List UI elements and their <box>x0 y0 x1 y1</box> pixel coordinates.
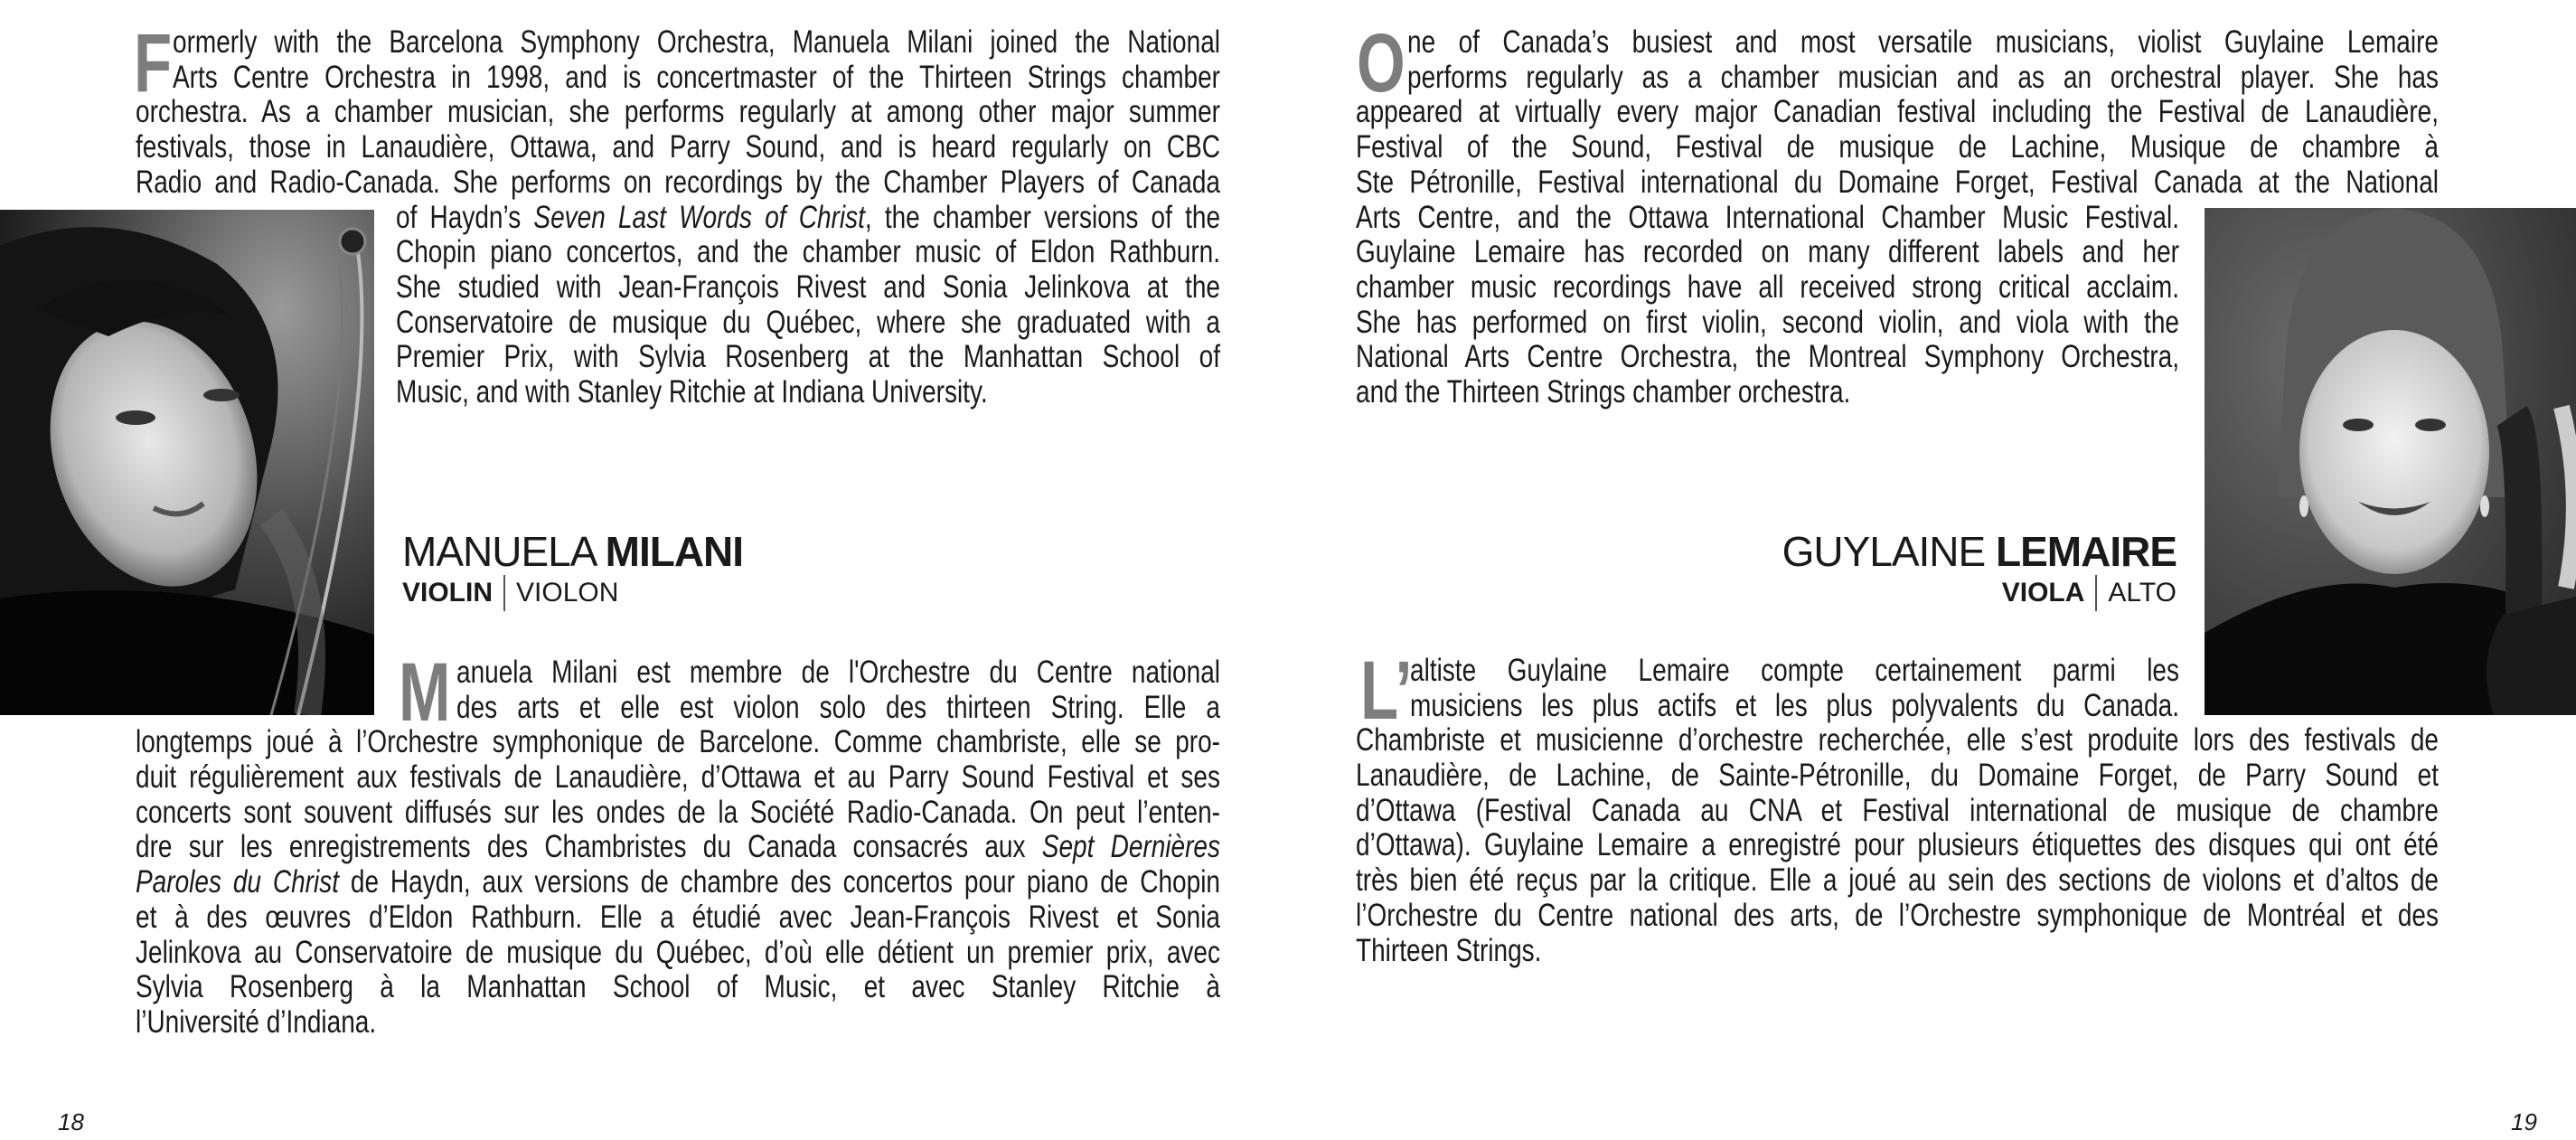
text-line-content: National Arts Centre Orchestra, the Montreal Symphony Orchestra, <box>1356 339 2179 375</box>
text-line-content: ormerly with the Barcelona Symphony Orchestra, Manuela Milani joined the National <box>173 24 1220 60</box>
text-line-content: Sylvia Rosenberg à la Manhattan School of Music, et avec Stanley Ritchie à <box>136 969 1220 1005</box>
text-line-content: Music, and with Stanley Ritchie at Indiana University. <box>396 373 988 410</box>
text-line-content: anuela Milani est membre de l'Orchestre du Centre national <box>456 655 1220 690</box>
artist-first-name: MANUELA <box>402 528 595 575</box>
text-line <box>173 61 1220 96</box>
instrument-french: VIOLON <box>516 578 619 608</box>
text-line-content <box>136 830 1220 865</box>
italic-title: Seven Last Words of Christ <box>533 199 865 235</box>
divider <box>503 575 505 611</box>
text-line <box>136 95 1220 130</box>
portrait-photo-manuela-milani <box>0 210 374 715</box>
text-line-content: appeared at virtually every major Canadian festival including the Festival de Lanaudière, <box>1356 94 2439 130</box>
text-line-content: altiste Guylaine Lemaire compte certainement parmi les <box>1410 653 2179 688</box>
text-line <box>1356 899 2439 934</box>
page-number: 18 <box>58 1108 84 1135</box>
text-line-content: Arts Centre, and the Ottawa International Chamber Music Festival. <box>1356 199 2179 235</box>
text-line-content: Chambriste et musicienne d’orchestre recherchée, elle s’est produite lors des festivals de <box>1356 722 2439 758</box>
text-line <box>1356 375 2179 410</box>
text-line <box>136 725 1220 760</box>
bio-french-lines <box>136 725 1220 1040</box>
bio-english-lines <box>136 95 1220 200</box>
text-line <box>136 830 1220 865</box>
text-line <box>396 201 1220 236</box>
portrait-photo-guylaine-lemaire <box>2205 208 2576 715</box>
text-line <box>396 235 1220 270</box>
instrument-french: ALTO <box>2108 578 2176 608</box>
bio-english-lines <box>1356 95 2439 200</box>
text-line <box>1356 934 2439 969</box>
text-line <box>1356 165 2439 201</box>
text-line-content: l’Université d’Indiana. <box>136 1003 377 1040</box>
text-line-content: et à des œuvres d’Eldon Rathburn. Elle a étudié avec Jean-François Rivest et Sonia <box>136 899 1220 935</box>
text-line <box>456 655 1220 691</box>
text-line-content: concerts sont souvent diffusés sur les ondes de la Société Radio-Canada. On peut l’enten- <box>136 794 1220 830</box>
text-segment: of Haydn’s <box>396 199 534 235</box>
text-line-content: longtemps joué à l’Orchestre symphonique de Barcelone. Comme chambriste, elle se pro- <box>136 724 1220 760</box>
text-line <box>136 1005 1220 1041</box>
text-line-content <box>136 865 1220 900</box>
italic-title: Paroles du Christ <box>136 864 339 900</box>
drop-cap: L’ <box>1360 645 1413 737</box>
artist-last-name: LEMAIRE <box>1996 528 2176 575</box>
text-line-content: chamber music recordings have all received strong critical acclaim. <box>1356 269 2179 305</box>
text-line-content: Premier Prix, with Sylvia Rosenberg at the Manhattan School of <box>396 339 1220 375</box>
text-line <box>1356 130 2439 165</box>
text-line <box>1410 689 2179 724</box>
bio-english-lines <box>1356 201 2179 410</box>
bio-english-lines <box>1407 25 2439 95</box>
text-line-content: performs regularly as a chamber musician and as an orchestral player. She has <box>1407 59 2439 95</box>
text-line-content: duit régulièrement aux festivals de Lanaudière, d’Ottawa et au Parry Sound Festival et ses <box>136 759 1220 796</box>
text-line <box>136 865 1220 900</box>
text-line-content: She studied with Jean-François Rivest and Sonia Jelinkova at the <box>396 269 1220 305</box>
text-line <box>1356 794 2439 829</box>
text-line <box>1407 61 2439 96</box>
text-line <box>1356 828 2439 863</box>
text-line-content: Lanaudière, de Lachine, de Sainte-Pétronille, du Domaine Forget, de Parry Sound et <box>1356 758 2439 794</box>
text-line-content: ne of Canada’s busiest and most versatile musicians, violist Guylaine Lemaire <box>1407 24 2439 60</box>
text-line-content: Chopin piano concertos, and the chamber music of Eldon Rathburn. <box>396 234 1220 270</box>
text-line <box>136 900 1220 936</box>
text-line <box>1356 340 2179 375</box>
text-line <box>136 970 1220 1005</box>
text-line-content: musiciens les plus actifs et les plus polyvalents du Canada. <box>1410 687 2179 723</box>
text-line-content: Jelinkova au Conservatoire de musique du Québec, d’où elle détient un premier prix, avec <box>136 934 1220 970</box>
artist-name <box>402 529 743 574</box>
instrument-label <box>402 575 618 611</box>
bio-english-lines <box>396 201 1220 410</box>
text-line-content: and the Thirteen Strings chamber orchestra. <box>1356 373 1851 410</box>
text-line-content: Arts Centre Orchestra in 1998, and is concertmaster of the Thirteen Strings chamber <box>173 59 1220 95</box>
text-line <box>396 270 1220 306</box>
artist-last-name: MILANI <box>605 528 744 575</box>
text-line <box>136 936 1220 971</box>
bio-french-lines <box>1410 654 2179 723</box>
drop-cap: F <box>134 17 173 109</box>
page-right <box>1288 0 2576 1140</box>
italic-title: Sept Dernières <box>1041 829 1220 865</box>
divider <box>2095 575 2097 611</box>
text-line-content: Conservatoire de musique du Québec, where she graduated with a <box>396 304 1220 340</box>
text-line <box>1356 235 2179 270</box>
text-line-content: d’Ottawa). Guylaine Lemaire a enregistré pour plusieurs étiquettes des disques qui ont été <box>1356 827 2439 863</box>
text-segment: dre sur les enregistrements des Chambristes du Canada consacrés aux <box>136 829 1042 865</box>
text-line-content: Thirteen Strings. <box>1356 932 1542 968</box>
text-line <box>136 130 1220 165</box>
text-line-content: Radio and Radio-Canada. She performs on recordings by the Chamber Players of Canada <box>136 164 1220 200</box>
text-line <box>1356 95 2439 130</box>
text-line <box>173 25 1220 61</box>
text-line-content: Guylaine Lemaire has recorded on many different labels and her <box>1356 234 2179 270</box>
text-line <box>136 760 1220 796</box>
text-line <box>396 306 1220 341</box>
text-line <box>136 796 1220 831</box>
text-line <box>1407 25 2439 61</box>
text-line-content: Ste Pétronille, Festival international du Domaine Forget, Festival Canada at the National <box>1356 164 2439 200</box>
artist-first-name: GUYLAINE <box>1782 528 1986 575</box>
bio-french-lines <box>1356 723 2439 968</box>
bio-french-lines <box>456 655 1220 725</box>
text-line-content: festivals, those in Lanaudière, Ottawa, and Parry Sound, and is heard regularly on CBC <box>136 129 1220 165</box>
text-line <box>1356 723 2439 758</box>
instrument-english: VIOLA <box>2001 578 2085 608</box>
text-line <box>456 691 1220 726</box>
text-line-content: Festival of the Sound, Festival de musique de Lachine, Musique de chambre à <box>1356 129 2439 165</box>
text-segment: de Haydn, aux versions de chambre des concertos pour piano de Chopin <box>338 864 1220 900</box>
text-line <box>1410 654 2179 689</box>
text-line-content: très bien été reçus par la critique. Elle a joué au sein des sections de violons et d’altos de <box>1356 862 2439 899</box>
text-line-content <box>396 201 1220 236</box>
instrument-english: VIOLIN <box>402 578 494 608</box>
text-line <box>1356 758 2439 794</box>
text-line <box>1356 201 2179 236</box>
text-line-content: d’Ottawa (Festival Canada au CNA et Festival international de musique de chambre <box>1356 792 2439 828</box>
text-line-content: She has performed on first violin, second violin, and viola with the <box>1356 304 2179 340</box>
artist-name <box>1782 529 2176 574</box>
drop-cap: O <box>1357 17 1406 109</box>
text-line <box>1356 270 2179 306</box>
text-segment: , the chamber versions of the <box>864 199 1221 235</box>
bio-english-lines <box>173 25 1220 95</box>
text-line-content: l’Orchestre du Centre national des arts, de l’Orchestre symphonique de Montréal et des <box>1356 897 2439 933</box>
text-line <box>136 165 1220 201</box>
text-line <box>1356 306 2179 341</box>
text-line <box>396 375 1220 410</box>
text-line-content: des arts et elle est violon solo des thirteen String. Elle a <box>456 689 1220 725</box>
page-number: 19 <box>2511 1108 2537 1135</box>
drop-cap: M <box>399 646 451 739</box>
instrument-label <box>2002 575 2176 611</box>
text-line <box>1356 863 2439 899</box>
text-line-content: orchestra. As a chamber musician, she performs regularly at among other major summer <box>136 94 1220 130</box>
text-line <box>396 340 1220 375</box>
